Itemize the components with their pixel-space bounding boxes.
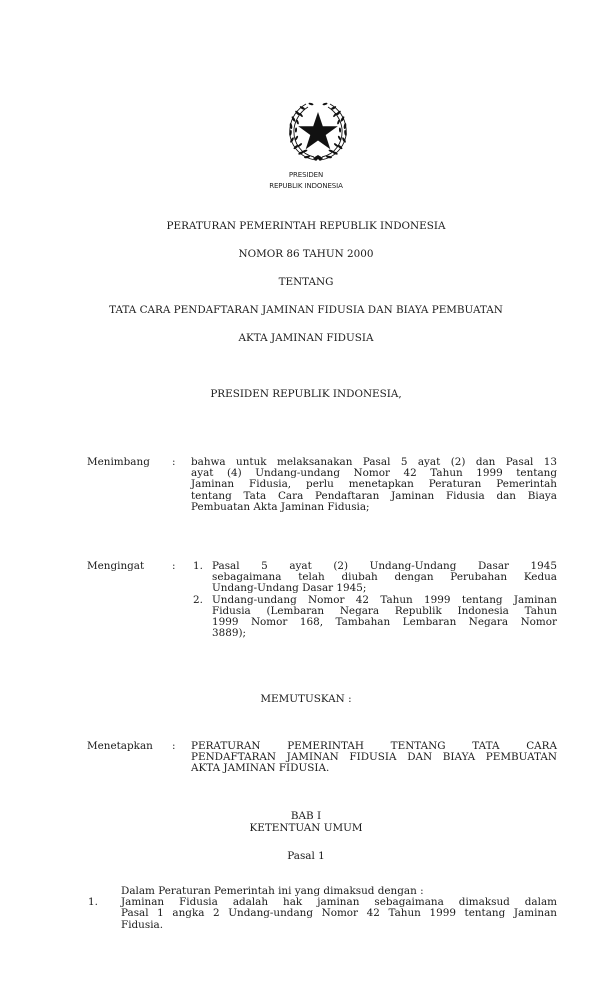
menimbang-label: Menimbang xyxy=(87,456,150,468)
menimbang-colon: : xyxy=(172,456,176,468)
pasal-1-body xyxy=(88,886,557,931)
regulation-type-heading: PERATURAN PEMERINTAH REPUBLIK INDONESIA xyxy=(166,220,446,232)
menetapkan-line: AKTA JAMINAN FIDUSIA. xyxy=(191,762,330,775)
pasal-line: Jaminan Fidusia adalah hak jaminan sebagaimana dimaksud dalam xyxy=(121,896,557,909)
list-line: Undang-Undang Dasar 1945; xyxy=(212,582,367,595)
pasal-title: Pasal 1 xyxy=(287,850,325,862)
list-number: 2. xyxy=(193,593,203,606)
mengingat-list xyxy=(191,561,557,639)
menimbang-line: bahwa untuk melaksanakan Pasal 5 ayat (2) dan Pasal 13 xyxy=(191,456,557,468)
issuer-label-republik: REPUBLIK INDONESIA xyxy=(269,182,343,190)
chapter-title: KETENTUAN UMUM xyxy=(249,822,363,834)
list-line: Fidusia (Lembaran Negara Republik Indonesia Tahun xyxy=(212,604,557,617)
menetapkan-line: PERATURAN PEMERINTAH TENTANG TATA CARA xyxy=(191,740,557,752)
list-line: sebagaimana telah diubah dengan Perubahan Kedua xyxy=(212,571,557,584)
list-line: Pasal 5 ayat (2) Undang-Undang Dasar 1945 xyxy=(212,560,557,572)
list-line: 3889); xyxy=(212,627,246,640)
menetapkan-label: Menetapkan xyxy=(87,740,153,752)
pasal-line: Pasal 1 angka 2 Undang-undang Nomor 42 Tahun 1999 tentang Jaminan xyxy=(121,907,557,920)
list-number: 1. xyxy=(88,896,98,909)
pasal-item-1 xyxy=(88,897,557,931)
list-number: 1. xyxy=(193,560,203,572)
mengingat-item-1 xyxy=(191,561,557,595)
menimbang-line: Jaminan Fidusia, perlu menetapkan Peraturan Pemerintah xyxy=(191,478,557,491)
mengingat-item-2 xyxy=(191,595,557,640)
menimbang-line: ayat (4) Undang-undang Nomor 42 Tahun 1999 tentang xyxy=(191,467,557,480)
regulation-title-line1: TATA CARA PENDAFTARAN JAMINAN FIDUSIA DAN BIAYA PEMBUATAN xyxy=(109,304,503,316)
pasal-line: Fidusia. xyxy=(121,918,164,931)
regulation-number-heading: NOMOR 86 TAHUN 2000 xyxy=(238,248,374,260)
tentang-heading: TENTANG xyxy=(278,276,334,288)
regulation-title-line2: AKTA JAMINAN FIDUSIA xyxy=(238,332,374,344)
list-line: Undang-undang Nomor 42 Tahun 1999 tentang Jaminan xyxy=(212,593,557,606)
mengingat-colon: : xyxy=(172,560,176,572)
pasal-intro: Dalam Peraturan Pemerintah ini yang dimaksud dengan : xyxy=(121,885,424,897)
menetapkan-colon: : xyxy=(172,740,176,752)
mengingat-label: Mengingat xyxy=(87,560,145,572)
chapter-number: BAB I xyxy=(290,810,322,822)
menimbang-line: tentang Tata Cara Pendaftaran Jaminan Fidusia dan Biaya xyxy=(191,489,557,502)
menetapkan-body xyxy=(191,741,557,775)
list-line: 1999 Nomor 168, Tambahan Lembaran Negara Nomor xyxy=(212,616,557,629)
menimbang-line: Pembuatan Akta Jaminan Fidusia; xyxy=(191,500,370,513)
menetapkan-line: PENDAFTARAN JAMINAN FIDUSIA DAN BIAYA PEMBUATAN xyxy=(191,751,557,764)
enacting-authority: PRESIDEN REPUBLIK INDONESIA, xyxy=(210,388,402,400)
issuer-label-presiden: PRESIDEN xyxy=(288,171,324,179)
menimbang-body xyxy=(191,457,557,513)
memutuskan-heading: MEMUTUSKAN : xyxy=(260,693,352,705)
presidential-emblem-icon xyxy=(284,100,352,164)
